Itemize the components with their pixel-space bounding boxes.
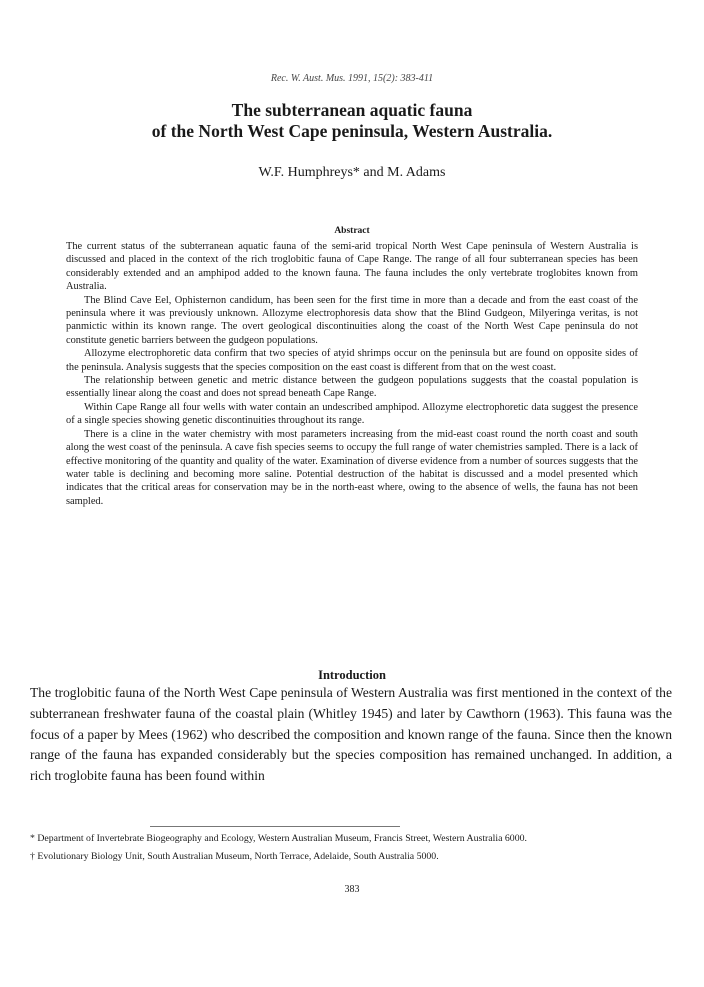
abstract-paragraph: There is a cline in the water chemistry with most parameters increasing from the mid-east coast round the north coast and south along the west coast of the peninsula. A cave fish species seems to occupy the full range of water chemistries sampled. There is a lack of effective monitoring of the quantity and quality of the water. Examination of diverse evidence from a number of sources suggests that the water table is declining and becoming more saline. Potential destruction of the habitat is discussed and a model presented which indicates that the critical areas for conservation may be in the north-east where, owing to the absence of wells, the fauna has not been sampled. <box>66 428 638 507</box>
footnote-affiliation-2: † Evolutionary Biology Unit, South Australian Museum, North Terrace, Adelaide, South Australia 5000. <box>30 850 439 862</box>
journal-header: Rec. W. Aust. Mus. 1991, 15(2): 383-411 <box>270 73 434 84</box>
introduction-paragraph: The troglobitic fauna of the North West Cape peninsula of Western Australia was first mentioned in the context of the subterranean freshwater fauna of the coastal plain (Whitley 1945) and later by Cawthorn (1963). This fauna was the focus of a paper by Mees (1962) who described the composition and known range of the fauna. Since then the known range of the fauna has expanded considerably but the species composition has remained unchanged. In addition, a rich troglobite fauna has been found within <box>30 685 672 784</box>
authors: W.F. Humphreys* and M. Adams <box>258 165 446 180</box>
abstract-paragraph: The current status of the subterranean aquatic fauna of the semi-arid tropical North West Cape peninsula of Western Australia is discussed and placed in the context of the rich troglobitic fauna of Cape Range. The range of all four subterranean species has been considerably extended and an amphipod added to the known fauna. The fauna includes the only vertebrate troglobites known from Australia. <box>66 241 638 293</box>
footnote-affiliation-1: * Department of Invertebrate Biogeography and Ecology, Western Australian Museum, Francis Street, Western Australia 6000. <box>30 833 527 844</box>
title-line-2: of the North West Cape peninsula, Western Australia. <box>151 121 553 141</box>
abstract-paragraph: The Blind Cave Eel, Ophisternon candidum, has been seen for the first time in more than a decade and from the east coast of the peninsula where it was previously unknown. Allozyme electrophoresis data show that the Blind Gudgeon, Milyeringa veritas, is not panmictic within its known range. The overt geological discontinuities along the coast of the North West Cape peninsula do not constitute genetic barriers between the gudgeon populations. <box>66 294 638 346</box>
abstract-heading: Abstract <box>334 226 370 236</box>
abstract-paragraph: Allozyme electrophoretic data confirm that two species of atyid shrimps occur on the peninsula but are found on opposite sides of the peninsula. Analysis suggests that the species composition on the east coast is different from that on the west coast. <box>66 348 638 373</box>
abstract-body <box>66 240 638 508</box>
abstract-paragraph: Within Cape Range all four wells with water contain an undescribed amphipod. Allozyme electrophoretic data suggest the presence of a single species showing genetic discontinuities throughout its range. <box>66 401 638 427</box>
footnotes <box>30 832 674 867</box>
abstract-paragraph: The relationship between genetic and metric distance between the gudgeon populations suggests that the coastal population is essentially linear along the coast and does not spread beneath Cape Range. <box>66 375 638 400</box>
footnote-divider <box>150 826 400 827</box>
title-line-1: The subterranean aquatic fauna <box>231 100 473 120</box>
page-number: 383 <box>344 884 360 895</box>
introduction-body <box>30 683 672 787</box>
paper-title <box>40 100 664 142</box>
introduction-heading: Introduction <box>318 668 386 682</box>
